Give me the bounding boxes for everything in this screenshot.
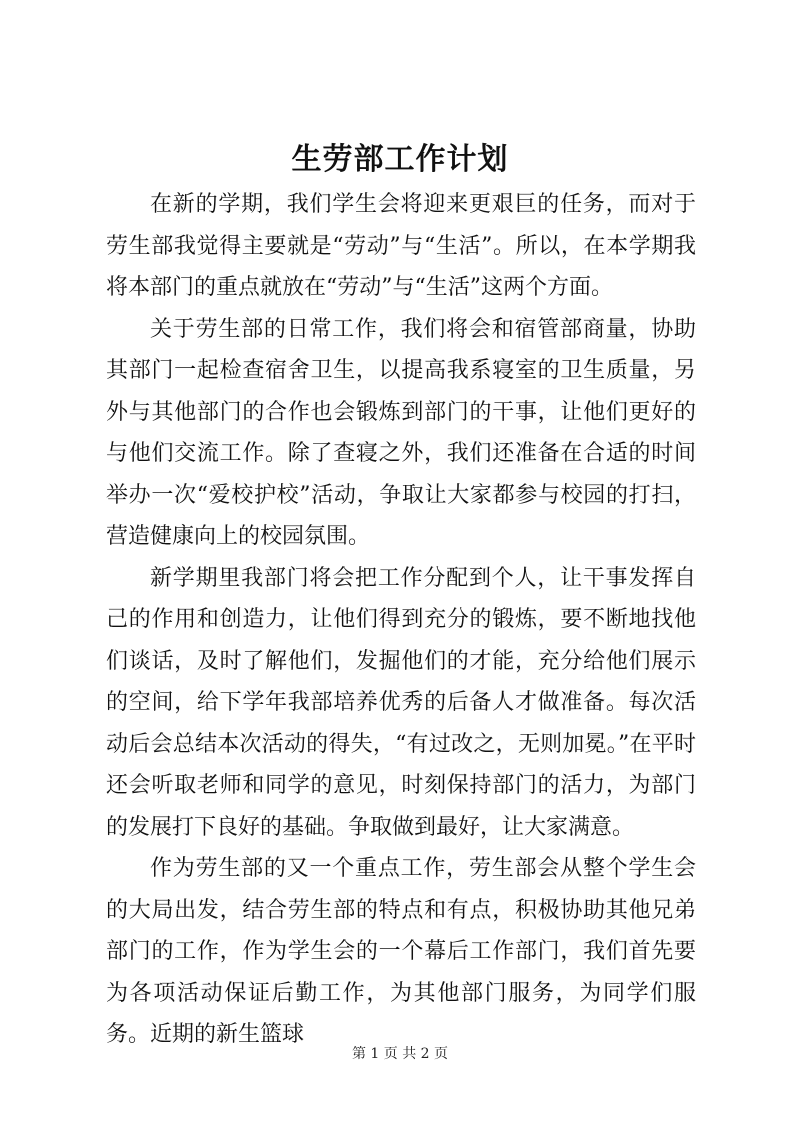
page-number-label: 第 1 页 共 2 页 [351, 1046, 449, 1062]
paragraph-2: 关于劳生部的日常工作，我们将会和宿管部商量，协助其部门一起检查宿舍卫生，以提高我系寝室的卫生质量，另外与其他部门的合作也会锻炼到部门的干事，让他们更好的与他们交流工作。除了查寝之外，我们还准备在合适的时间举办一次“爱校护校”活动，争取让大家都参与校园的打扫，营造健康向上的校园氛围。 [106, 316, 696, 549]
paragraph-3: 新学期里我部门将会把工作分配到个人，让干事发挥自己的作用和创造力，让他们得到充分的锻炼，要不断地找他们谈话，及时了解他们，发掘他们的才能，充分给他们展示的空间，给下学年我部培养优秀的后备人才做准备。每次活动后会总结本次活动的得失，“有过改之，无则加冕。”在平时还会听取老师和同学的意见，时刻保持部门的活力，为部门的发展打下良好的基础。争取做到最好，让大家满意。 [106, 565, 696, 840]
document-body [106, 184, 696, 1056]
page-footer [0, 1044, 800, 1064]
paragraph-1: 在新的学期，我们学生会将迎来更艰巨的任务，而对于劳生部我觉得主要就是“劳动”与“生活”。所以，在本学期我将本部门的重点就放在“劳动”与“生活”这两个方面。 [106, 192, 696, 300]
paragraph-4: 作为劳生部的又一个重点工作，劳生部会从整个学生会的大局出发，结合劳生部的特点和有点，积极协助其他兄弟部门的工作，作为学生会的一个幕后工作部门，我们首先要为各项活动保证后勤工作，为其他部门服务，为同学们服务。近期的新生篮球 [106, 856, 696, 1047]
document-title: 生劳部工作计划 [291, 142, 509, 177]
